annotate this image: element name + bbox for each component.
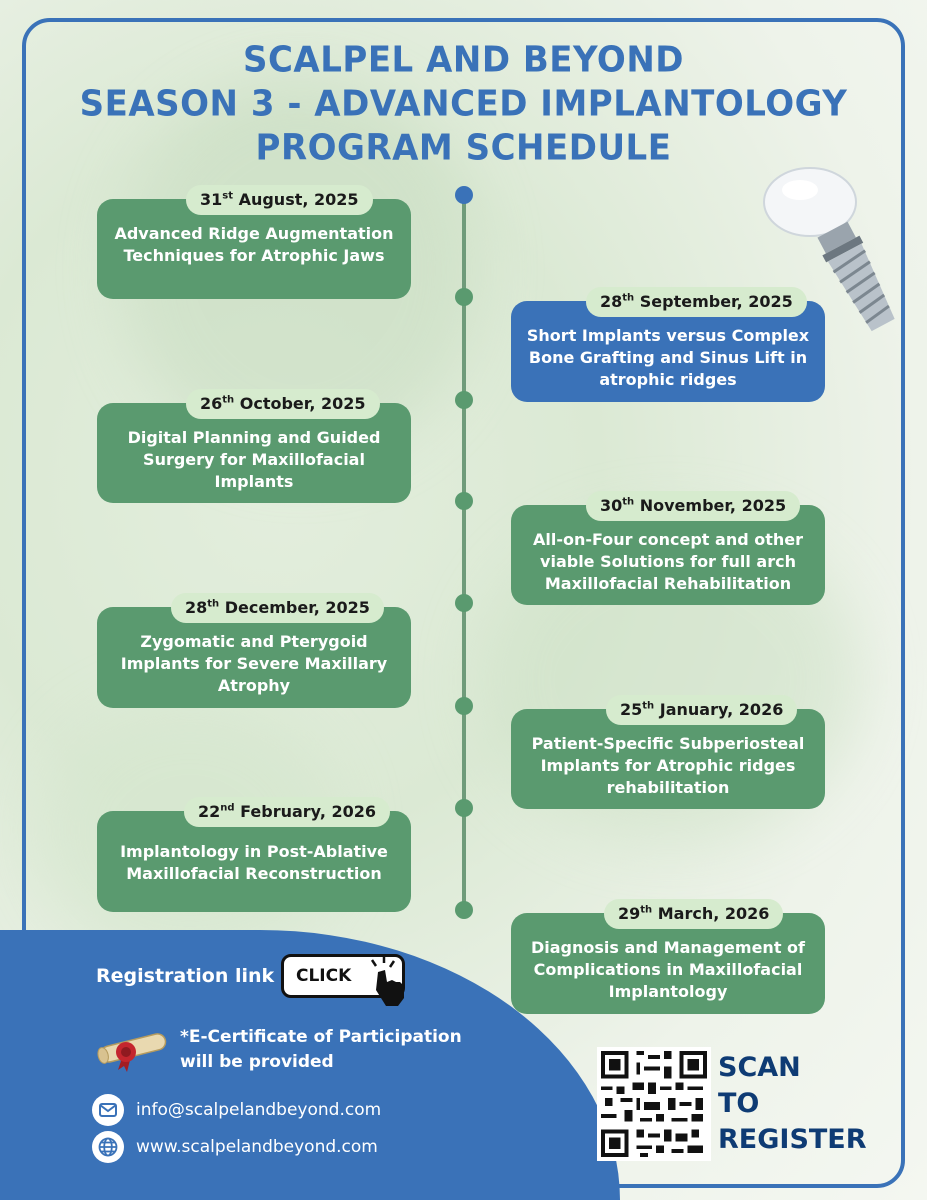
timeline-dot bbox=[455, 594, 473, 612]
session-card-5 bbox=[97, 598, 411, 708]
session-topic: Short Implants versus Complex Bone Grafting and Sinus Lift in atrophic ridges bbox=[526, 326, 810, 389]
title-line-2: SEASON 3 - ADVANCED IMPLANTOLOGY bbox=[79, 83, 848, 125]
session-card-7 bbox=[97, 802, 411, 912]
timeline-dot bbox=[455, 799, 473, 817]
certificate-line-2: will be provided bbox=[180, 1052, 334, 1072]
scan-line-3: REGISTER bbox=[718, 1124, 867, 1155]
session-card-4 bbox=[511, 496, 825, 605]
session-card-3 bbox=[97, 394, 411, 503]
globe-icon bbox=[92, 1131, 124, 1163]
title-line-1: SCALPEL AND BEYOND bbox=[242, 39, 685, 81]
timeline-dot bbox=[455, 391, 473, 409]
timeline-dot bbox=[455, 901, 473, 919]
timeline-dot bbox=[455, 186, 473, 204]
session-date: 25th January, 2026 bbox=[606, 695, 797, 725]
pointer-hand-icon bbox=[358, 952, 414, 1008]
title-line-3: PROGRAM SCHEDULE bbox=[255, 127, 672, 169]
session-topic: Digital Planning and Guided Surgery for Maxillofacial Implants bbox=[127, 428, 381, 491]
timeline-dot bbox=[455, 288, 473, 306]
session-date: 31st August, 2025 bbox=[186, 185, 373, 215]
contact-email[interactable] bbox=[92, 1094, 381, 1126]
timeline-dot bbox=[455, 492, 473, 510]
session-topic: Implantology in Post-Ablative Maxillofacial Reconstruction bbox=[120, 842, 388, 883]
session-date: 26th October, 2025 bbox=[186, 389, 380, 419]
session-topic: Diagnosis and Management of Complications in Maxillofacial Implantology bbox=[530, 938, 805, 1001]
certificate-note bbox=[180, 1025, 462, 1075]
click-button-label: CLICK bbox=[296, 966, 352, 986]
session-card-8 bbox=[511, 904, 825, 1014]
session-topic: Advanced Ridge Augmentation Techniques for Atrophic Jaws bbox=[114, 224, 394, 265]
session-topic: All-on-Four concept and other viable Solutions for full arch Maxillofacial Rehabilitation bbox=[533, 530, 803, 593]
scan-to-register bbox=[718, 1050, 867, 1158]
session-date: 22nd February, 2026 bbox=[184, 797, 390, 827]
session-card-1 bbox=[97, 190, 411, 299]
mail-icon bbox=[92, 1094, 124, 1126]
session-date: 28th September, 2025 bbox=[586, 287, 807, 317]
website-text: www.scalpelandbeyond.com bbox=[136, 1137, 378, 1157]
scan-line-2: TO bbox=[718, 1088, 760, 1119]
session-date: 29th March, 2026 bbox=[604, 899, 783, 929]
session-date: 28th December, 2025 bbox=[171, 593, 384, 623]
qr-code[interactable] bbox=[597, 1047, 711, 1161]
session-topic: Zygomatic and Pterygoid Implants for Severe Maxillary Atrophy bbox=[120, 632, 388, 695]
certificate-scroll-icon bbox=[94, 1022, 172, 1072]
session-topic: Patient-Specific Subperiosteal Implants for Atrophic ridges rehabilitation bbox=[531, 734, 805, 797]
session-card-6 bbox=[511, 700, 825, 809]
certificate-line-1: *E-Certificate of Participation bbox=[180, 1027, 462, 1047]
email-text: info@scalpelandbeyond.com bbox=[136, 1100, 382, 1120]
contact-website[interactable] bbox=[92, 1131, 378, 1163]
scan-line-1: SCAN bbox=[718, 1052, 801, 1083]
session-date: 30th November, 2025 bbox=[586, 491, 800, 521]
registration-label: Registration link bbox=[96, 965, 275, 987]
session-card-2 bbox=[511, 292, 825, 402]
timeline-dot bbox=[455, 697, 473, 715]
